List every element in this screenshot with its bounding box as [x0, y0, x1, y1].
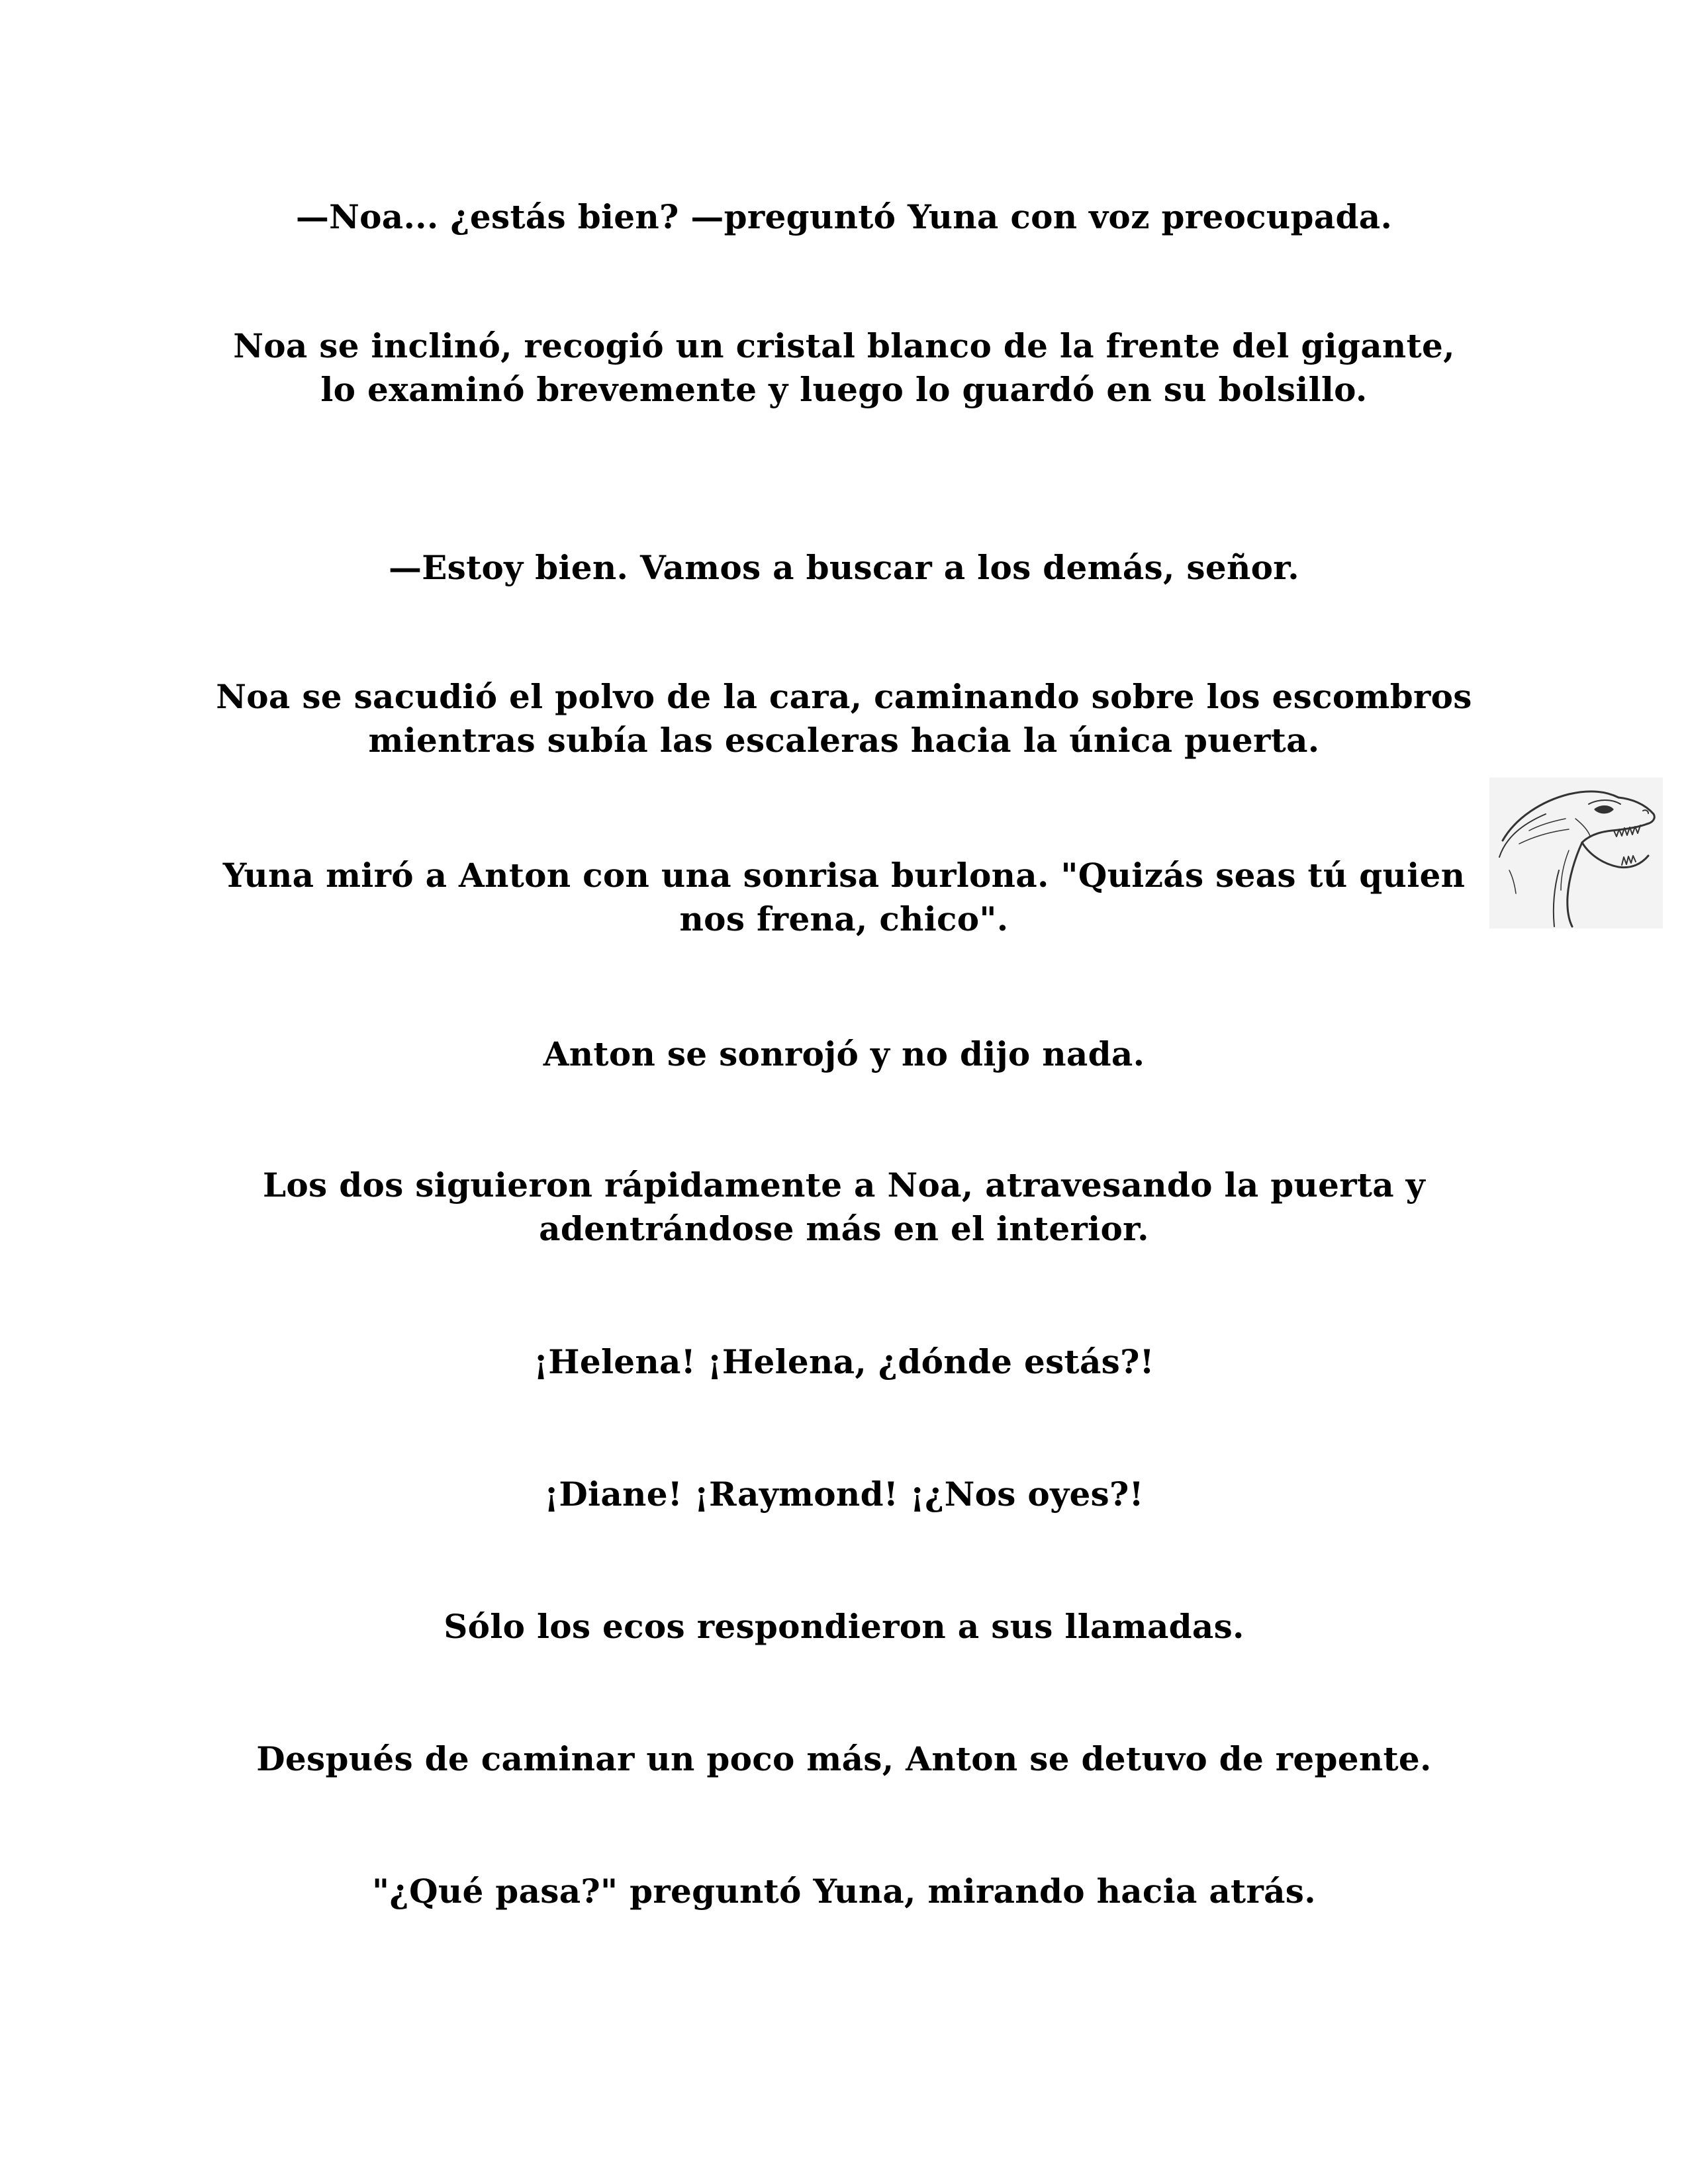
paragraph-4: Noa se sacudió el polvo de la cara, caminando sobre los escombros mientras subía las escaleras hacia la única puerta.: [216, 677, 1472, 760]
paragraph-6: Anton se sonrojó y no dijo nada.: [543, 1034, 1145, 1073]
paragraph-3: —Estoy bien. Vamos a buscar a los demás, señor.: [388, 548, 1300, 587]
paragraph-5: Yuna miró a Anton con una sonrisa burlona. "Quizás seas tú quien nos frena, chico".: [222, 856, 1466, 938]
paragraph-2: Noa se inclinó, recogió un cristal blanco de la frente del gigante, lo examinó brevemente y luego lo guardó en su bolsillo.: [233, 326, 1455, 409]
paragraph-10: Sólo los ecos respondieron a sus llamadas.: [444, 1607, 1244, 1646]
paragraph-12: "¿Qué pasa?" preguntó Yuna, mirando hacia atrás.: [372, 1872, 1316, 1911]
paragraph-8: ¡Helena! ¡Helena, ¿dónde estás?!: [534, 1342, 1154, 1381]
dinosaur-head-sketch-icon: [1489, 778, 1663, 929]
paragraph-11: Después de caminar un poco más, Anton se detuvo de repente.: [256, 1739, 1432, 1778]
paragraph-1: —Noa... ¿estás bien? —preguntó Yuna con voz preocupada.: [295, 197, 1393, 236]
paragraph-7: Los dos siguieron rápidamente a Noa, atravesando la puerta y adentrándose más en el interior.: [262, 1165, 1426, 1248]
paragraph-9: ¡Diane! ¡Raymond! ¡¿Nos oyes?!: [544, 1475, 1144, 1514]
